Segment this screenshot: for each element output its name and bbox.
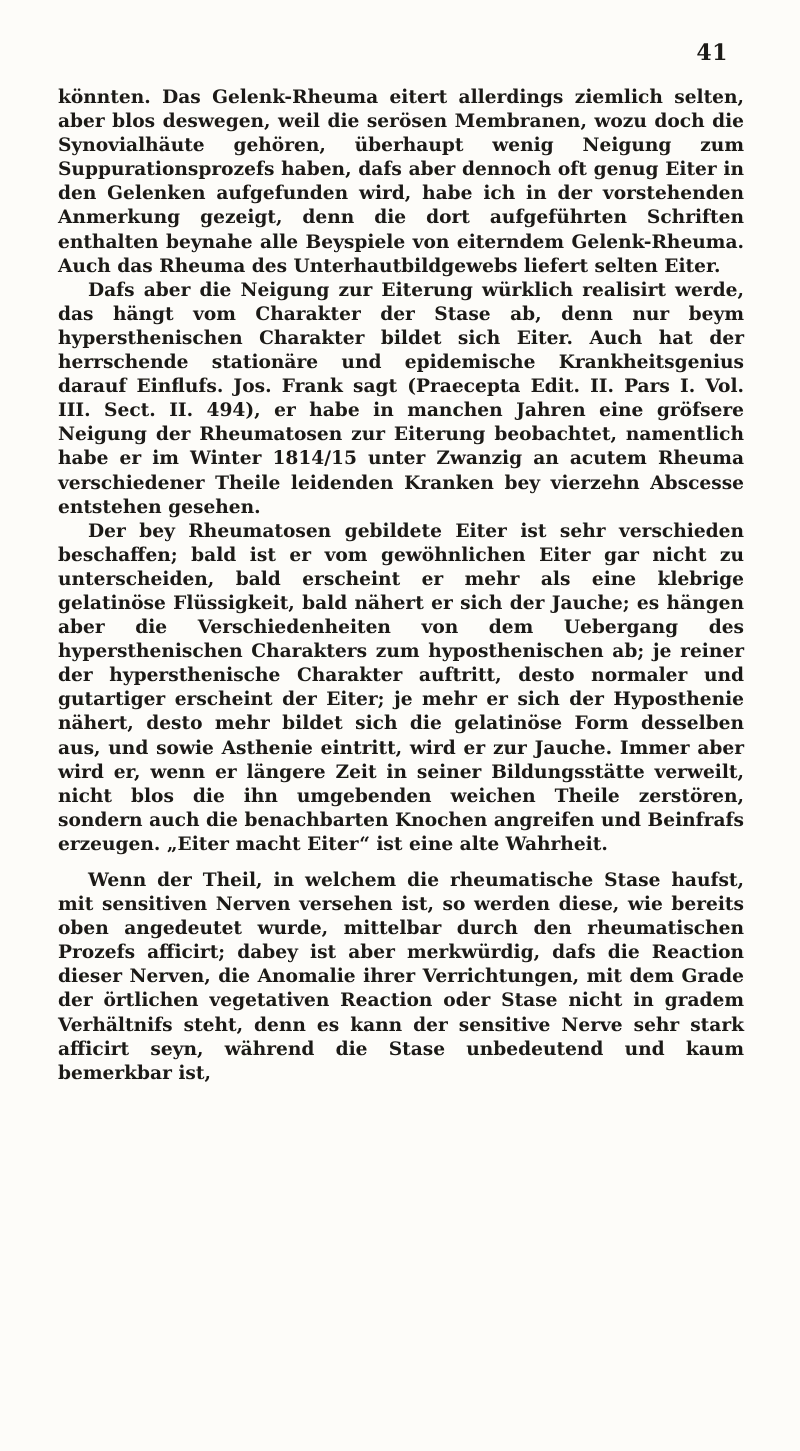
page-number: 41 <box>696 40 728 66</box>
body-text <box>58 86 744 1086</box>
paragraph-2: Dafs aber die Neigung zur Eiterung würklich realisirt werde, das hängt vom Charakter der Stase ab, denn nur beym hypersthenischen Charakter bildet sich Eiter. Auch hat der herrschende stationäre und epidemische Krankheitsgenius darauf Einflufs. Jos. Frank sagt (Praecepta Edit. II. Pars I. Vol. III. Sect. II. 494), er habe in manchen Jahren eine gröfsere Neigung der Rheumatosen zur Eiterung beobachtet, namentlich habe er im Winter 1814/15 unter Zwanzig an acutem Rheuma verschiedener Theile leidenden Kranken bey vierzehn Abscesse entstehen gesehen. <box>58 279 744 518</box>
paragraph-3: Der bey Rheumatosen gebildete Eiter ist sehr verschieden beschaffen; bald ist er vom gewöhnlichen Eiter gar nicht zu unterscheiden, bald erscheint er mehr als eine klebrige gelatinöse Flüssigkeit, bald nähert er sich der Jauche; es hängen aber die Verschiedenheiten von dem Uebergang des hypersthenischen Charakters zum hyposthenischen ab; je reiner der hypersthenische Charakter auftritt, desto normaler und gutartiger erscheint der Eiter; je mehr er sich der Hyposthenie nähert, desto mehr bildet sich die gelatinöse Form desselben aus, und sowie Asthenie eintritt, wird er zur Jauche. Immer aber wird er, wenn er längere Zeit in seiner Bildungsstätte verweilt, nicht blos die ihn umgebenden weichen Theile zerstören, sondern auch die benachbarten Knochen angreifen und Beinfrafs erzeugen. „Eiter macht Eiter“ ist eine alte Wahrheit. <box>58 520 744 855</box>
paragraph-1: könnten. Das Gelenk-Rheuma eitert allerdings ziemlich selten, aber blos deswegen, weil die serösen Membranen, wozu doch die Synovialhäute gehören, überhaupt wenig Neigung zum Suppurationsprozefs haben, dafs aber dennoch oft genug Eiter in den Gelenken aufgefunden wird, habe ich in der vorstehenden Anmerkung gezeigt, denn die dort aufgeführten Schriften enthalten beynahe alle Beyspiele von eiterndem Gelenk-Rheuma. Auch das Rheuma des Unterhautbildgewebs liefert selten Eiter. <box>58 87 744 277</box>
paragraph-4: Wenn der Theil, in welchem die rheumatische Stase haufst, mit sensitiven Nerven versehen ist, so werden diese, wie bereits oben angedeutet wurde, mittelbar durch den rheumatischen Prozefs afficirt; dabey ist aber merkwürdig, dafs die Reaction dieser Nerven, die Anomalie ihrer Verrichtungen, mit dem Grade der örtlichen vegetativen Reaction oder Stase nicht in gradem Verhältnifs steht, denn es kann der sensitive Nerve sehr stark afficirt seyn, während die Stase unbedeutend und kaum bemerkbar ist, <box>58 870 744 1084</box>
